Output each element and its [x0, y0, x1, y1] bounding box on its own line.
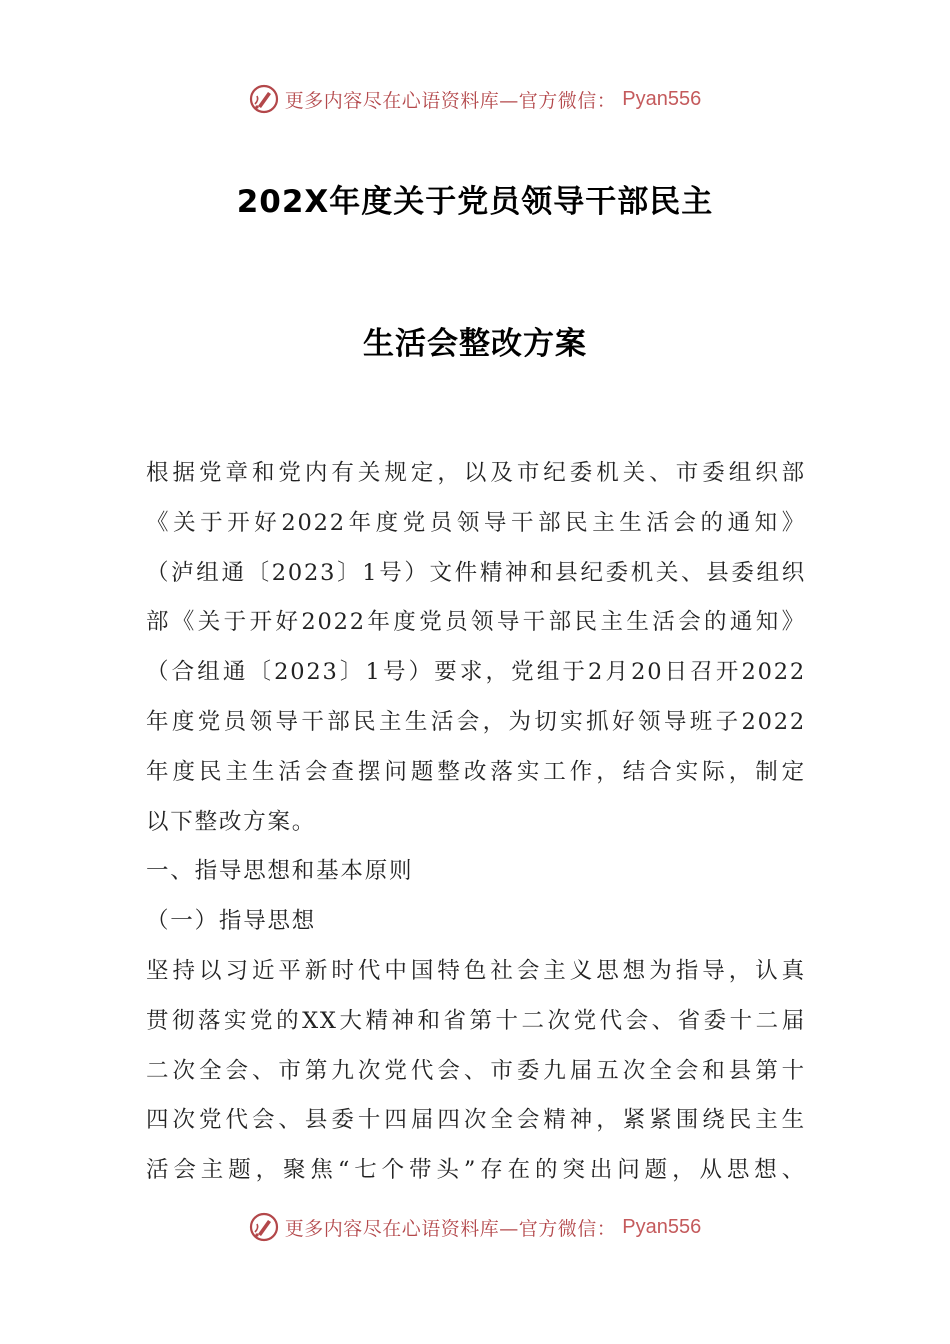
watermark-text: 更多内容尽在心语资料库—官方微信： [284, 89, 617, 112]
body-line: 坚持以习近平新时代中国特色社会主义思想为指导，认真 [146, 957, 806, 984]
watermark-text: 更多内容尽在心语资料库—官方微信： [284, 1217, 617, 1240]
subsection-heading: （一）指导思想 [146, 908, 317, 935]
body-line: 《关于开好2022年度党员领导干部民主生活会的通知》 [146, 509, 806, 536]
body-line: 活会主题，聚焦“七个带头”存在的突出问题，从思想、 [146, 1157, 806, 1184]
body-line: 以下整改方案。 [146, 808, 317, 835]
section-heading: 一、指导思想和基本原则 [146, 858, 414, 885]
body-line: 部《关于开好2022年度党员领导干部民主生活会的通知》 [146, 609, 806, 636]
watermark-wechat-id: Pyan556 [622, 1215, 702, 1238]
document-title-line-1: 202X年度关于党员领导干部民主 [236, 184, 714, 220]
body-line: 二次全会、市第九次党代会、市委九届五次全会和县第十 [146, 1057, 806, 1084]
body-line: 根据党章和党内有关规定，以及市纪委机关、市委组织部 [146, 460, 806, 486]
body-line: 年度党员领导干部民主生活会，为切实抓好领导班子2022 [146, 708, 806, 735]
watermark-wechat-id: Pyan556 [622, 87, 702, 110]
pen-logo-icon [249, 84, 279, 114]
body-line: 贯彻落实党的XX大精神和省第十二次党代会、省委十二届 [146, 1007, 806, 1034]
pen-logo-icon [249, 1212, 279, 1242]
body-line: 年度民主生活会查摆问题整改落实工作，结合实际，制定 [146, 758, 806, 785]
footer-watermark [0, 1212, 950, 1242]
header-watermark [0, 84, 950, 114]
document-body [146, 449, 806, 1196]
body-line: （泸组通〔2023〕1号）文件精神和县纪委机关、县委组织 [146, 559, 806, 586]
document-title-line-2: 生活会整改方案 [363, 326, 587, 362]
body-line: 四次党代会、县委十四届四次全会精神，紧紧围绕民主生 [146, 1107, 806, 1134]
body-line: （合组通〔2023〕1号）要求，党组于2月20日召开2022 [146, 659, 806, 686]
